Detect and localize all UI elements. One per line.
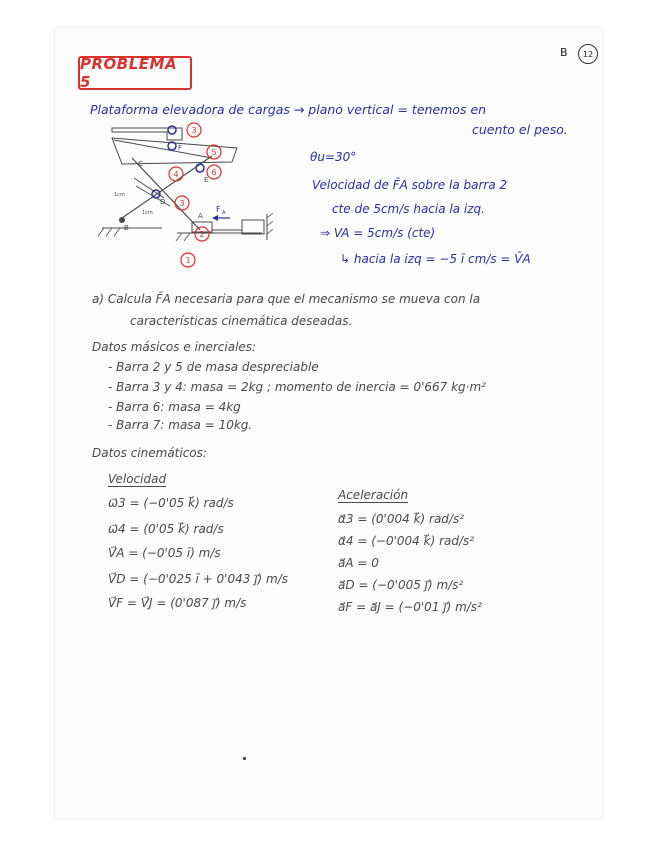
pin-b [119,217,125,223]
force-label-sub: A [222,210,226,216]
label-e: E [204,176,209,184]
circled-number-text: 3 [179,199,185,208]
force-arrowhead [212,215,218,221]
question-line-1: a) Calcula F̄A necesaria para que el mecanismo se mueva con la [92,292,481,306]
acceleration-item: a⃗F = a⃗J = (−0'01 j⃗) m/s² [338,600,482,614]
mechanism-diagram [92,118,292,268]
velocity-item: ω⃗3 = (−0'05 k⃗) rad/s [108,496,234,510]
page-number: 12 [578,44,598,64]
ground-hatch [176,233,182,241]
circled-number-text: 3 [191,126,197,135]
actuator-body [242,220,264,234]
velocity-title: Velocidad [108,472,167,486]
page-mark: B [560,46,568,59]
acceleration-item: α⃗4 = (−0'004 k⃗) rad/s² [338,534,475,548]
velocity-item: V⃗D = (−0'025 ī + 0'043 j⃗) m/s [108,572,289,586]
va-line: ⇒ VA = 5cm/s (cte) [320,226,436,240]
label-a: A [198,212,203,220]
circled-number-text: 6 [211,168,217,177]
acceleration-title: Aceleración [338,488,409,502]
circled-number-text: 5 [211,148,217,157]
question-line-2: características cinemática deseadas. [130,314,353,328]
label-d: D [160,198,166,206]
intro-line-2: cuento el peso. [472,122,568,137]
circled-number-text: 1 [185,256,191,265]
kinematic-header: Datos cinemáticos: [92,446,207,460]
velocity-line-1: Velocidad de F̄A sobre la barra 2 [312,178,508,192]
label-f: F [178,144,183,152]
bar-line [122,156,212,218]
va-direction: ↳ hacia la izq = −5 ī cm/s = V̄A [340,252,531,266]
velocity-item: ω⃗4 = (0'05 k⃗) rad/s [108,522,224,536]
ground-hatch [98,228,104,236]
joint-top [168,126,176,134]
velocity-item: V⃗F = V⃗J = (0'087 j⃗) m/s [108,596,247,610]
wall-hatch [267,213,273,218]
joint-e [196,164,204,172]
intro-line-1: Plataforma elevadora de cargas → plano vertical = tenemos en [90,102,487,117]
velocity-item: V⃗A = (−0'05 ī) m/s [108,546,221,560]
force-label: F [216,205,221,214]
ground-hatch [106,228,112,236]
label-c: C [138,160,143,168]
bar-line [132,158,200,230]
problem-title: PROBLEMA 5 [80,55,178,91]
acceleration-item: a⃗A = 0 [338,556,379,570]
velocity-line-2: cte de 5cm/s hacia la izq. [332,202,485,216]
mass-item: - Barra 6: masa = 4kg [108,400,241,414]
bar-line [114,140,212,158]
ground-hatch [184,233,190,241]
mass-item: - Barra 2 y 5 de masa despreciable [108,360,319,374]
wall-hatch [267,221,273,226]
mass-item: - Barra 3 y 4: masa = 2kg ; momento de inercia = 0'667 kg·m² [108,380,486,394]
acceleration-item: α⃗3 = (0'004 k⃗) rad/s² [338,512,465,526]
dim-label-2: 1cm [142,210,153,216]
mass-data-header: Datos másicos e inerciales: [92,340,257,354]
mass-item: - Barra 7: masa = 10kg. [108,418,253,432]
ground-hatch [114,228,120,236]
wall-hatch [267,229,273,234]
circled-number-text: 2 [199,230,205,239]
acceleration-item: a⃗D = (−0'005 j⃗) m/s² [338,578,464,592]
label-b: B [124,224,129,232]
ink-dot [243,757,246,760]
theta-value: θu=30° [310,150,357,164]
dim-label-1: 1cm [114,192,125,198]
circled-number-text: 4 [173,170,179,179]
problem-title-box [78,56,192,90]
